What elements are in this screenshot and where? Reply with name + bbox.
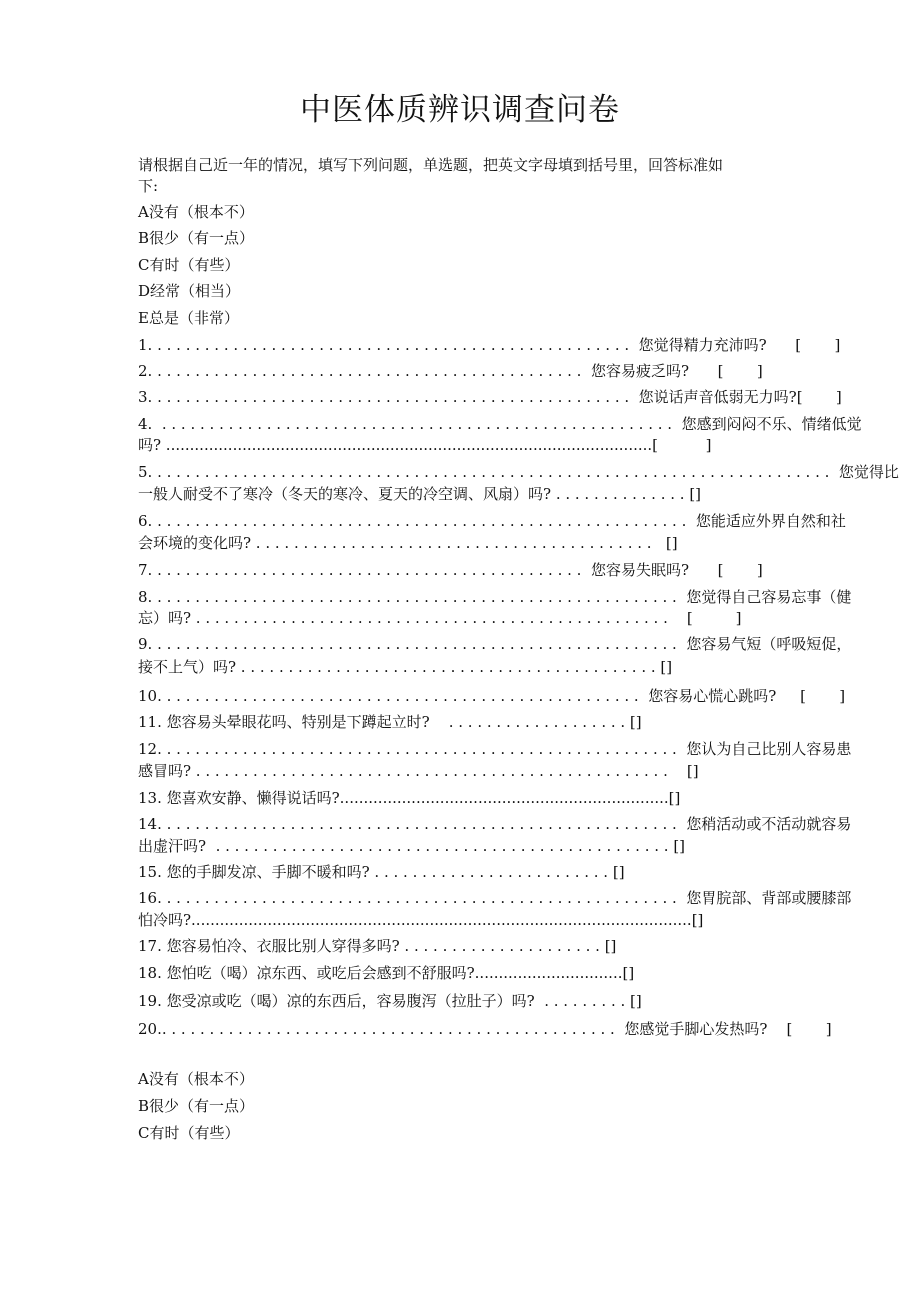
question-14-line1[interactable]: 14. . . . . . . . . . . . . . . . . . . . . . . . . . . . . . . . . . . . . . . . . . . . . . . . . . . . . . . 您稍活动或不活动就容易 [138,815,852,833]
question-5-line1[interactable]: 5. . . . . . . . . . . . . . . . . . . . . . . . . . . . . . . . . . . . . . . . . . . . . . . . . . . . . . . . . . . . . . . . . . . . . . . . 您觉得比 [138,463,899,481]
intro-text-line: 请根据自己近一年的情况，填写下列问题，单选题，把英文字母填到括号里，回答标准如 [138,156,724,174]
answer-option-e: E总是（非常） [138,309,239,327]
answer-option-a: A没有（根本不） [138,1070,254,1088]
question-5-line2[interactable]: 一般人耐受不了寒冷（冬天的寒冷、夏天的冷空调、风扇）吗? . . . . . . . . . . . . . . [] [138,485,702,503]
question-15[interactable]: 15. 您的手脚发凉、手脚不暖和吗? . . . . . . . . . . . . . . . . . . . . . . . . . [] [138,863,625,881]
question-13[interactable]: 13. 您喜欢安静、懒得说话吗?.....................................................................[] [138,789,681,807]
question-14-line2[interactable]: 出虚汗吗? . . . . . . . . . . . . . . . . . . . . . . . . . . . . . . . . . . . . . . . . . . . . . . . . [] [138,837,686,855]
answer-option-d: D经常（相当） [138,282,241,300]
question-9-line1[interactable]: 9. . . . . . . . . . . . . . . . . . . . . . . . . . . . . . . . . . . . . . . . . . . . . . . . . . . . . . . . 您容易气短（呼吸短促， [138,635,852,653]
answer-option-c: C有时（有些） [138,256,240,274]
question-16-line2[interactable]: 怕冷吗?.........................................................................................................[] [138,911,704,929]
answer-option-b: B很少（有一点） [138,229,255,247]
answer-option-b: B很少（有一点） [138,1097,255,1115]
question-8-line1[interactable]: 8. . . . . . . . . . . . . . . . . . . . . . . . . . . . . . . . . . . . . . . . . . . . . . . . . . . . . . . . 您觉得自己容易忘事（健 [138,588,852,606]
question-6-line1[interactable]: 6. . . . . . . . . . . . . . . . . . . . . . . . . . . . . . . . . . . . . . . . . . . . . . . . . . . . . . . . . 您能适应外界自然和社 [138,512,846,530]
question-4-line1[interactable]: 4. . . . . . . . . . . . . . . . . . . . . . . . . . . . . . . . . . . . . . . . . . . . . . . . . . . . . . . 您感到闷闷不乐、情绪低觉 [138,415,862,433]
question-4-line2[interactable]: 吗? ......................................................................................................[ ] [138,436,712,454]
page-title: 中医体质辨识调查问卷 [300,92,620,128]
question-12-line1[interactable]: 12. . . . . . . . . . . . . . . . . . . . . . . . . . . . . . . . . . . . . . . . . . . . . . . . . . . . . . . 您认为自己比别人容易患 [138,740,852,758]
question-20[interactable]: 20.. . . . . . . . . . . . . . . . . . . . . . . . . . . . . . . . . . . . . . . . . . . . . . . . 您感觉手脚心发热吗? [ ] [138,1020,832,1038]
question-8-line2[interactable]: 忘）吗? . . . . . . . . . . . . . . . . . . . . . . . . . . . . . . . . . . . . . . . . . . . . . . . . . . [ ] [138,609,742,627]
answer-option-a: A没有（根本不） [138,203,254,221]
question-19[interactable]: 19. 您受凉或吃（喝）凉的东西后，容易腹泻（拉肚子）吗? . . . . . . . . . [] [138,992,642,1010]
question-18[interactable]: 18. 您怕吃（喝）凉东西、或吃后会感到不舒服吗?...............................[] [138,964,635,982]
intro-text-line: 下: [138,177,159,195]
question-2[interactable]: 2. . . . . . . . . . . . . . . . . . . . . . . . . . . . . . . . . . . . . . . . . . . . . . 您容易疲乏吗? [ ] [138,362,763,380]
question-12-line2[interactable]: 感冒吗? . . . . . . . . . . . . . . . . . . . . . . . . . . . . . . . . . . . . . . . . . . . . . . . . . . [] [138,762,699,780]
question-10[interactable]: 10. . . . . . . . . . . . . . . . . . . . . . . . . . . . . . . . . . . . . . . . . . . . . . . . . . . 您容易心慌心跳吗? [ ] [138,687,846,705]
question-6-line2[interactable]: 会环境的变化吗? . . . . . . . . . . . . . . . . . . . . . . . . . . . . . . . . . . . . . . . . . . [] [138,534,678,552]
question-3[interactable]: 3. . . . . . . . . . . . . . . . . . . . . . . . . . . . . . . . . . . . . . . . . . . . . . . . . . . 您说话声音低弱无力吗?[ ] [138,388,842,406]
answer-option-c: C有时（有些） [138,1124,240,1142]
question-17[interactable]: 17. 您容易怕冷、衣服比别人穿得多吗? . . . . . . . . . . . . . . . . . . . . . [] [138,937,617,955]
question-1[interactable]: 1. . . . . . . . . . . . . . . . . . . . . . . . . . . . . . . . . . . . . . . . . . . . . . . . . . . 您觉得精力充沛吗? [ ] [138,336,841,354]
question-16-line1[interactable]: 16. . . . . . . . . . . . . . . . . . . . . . . . . . . . . . . . . . . . . . . . . . . . . . . . . . . . . . . 您胃脘部、背部或腰膝部 [138,889,852,907]
question-9-line2[interactable]: 接不上气）吗? . . . . . . . . . . . . . . . . . . . . . . . . . . . . . . . . . . . . . . . . . . . . [] [138,658,673,676]
question-11[interactable]: 11. 您容易头晕眼花吗、特别是下蹲起立时? . . . . . . . . . . . . . . . . . . . [] [138,713,642,731]
question-7[interactable]: 7. . . . . . . . . . . . . . . . . . . . . . . . . . . . . . . . . . . . . . . . . . . . . . 您容易失眠吗? [ ] [138,561,763,579]
